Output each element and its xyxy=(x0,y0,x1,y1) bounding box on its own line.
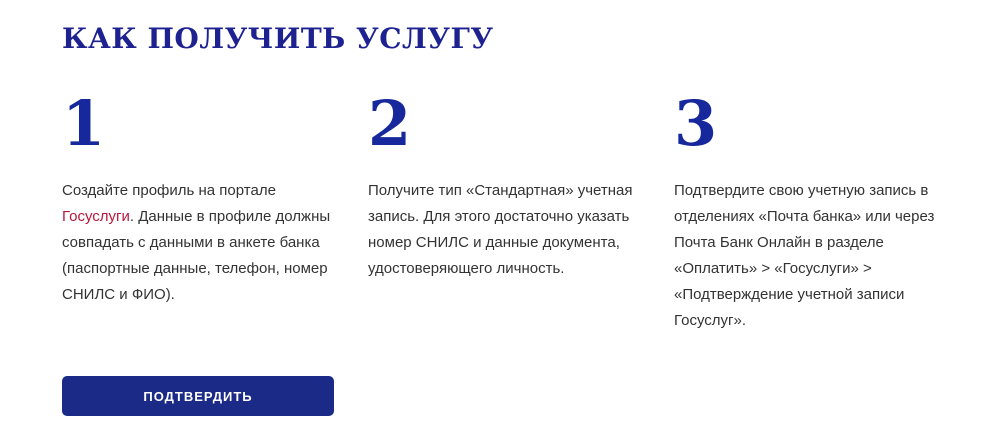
step-1 xyxy=(62,87,332,334)
step-1-text xyxy=(62,178,332,308)
step-2-text: Получите тип «Стандартная» учетная запись. Для этого достаточно указать номер СНИЛС и данные документа, удостоверяющего личность. xyxy=(368,182,633,277)
step-2 xyxy=(368,87,638,334)
section-title: КАК ПОЛУЧИТЬ УСЛУГУ xyxy=(62,22,494,55)
confirm-button[interactable]: ПОДТВЕРДИТЬ xyxy=(62,376,334,416)
steps-row xyxy=(62,87,1000,334)
step-1-number: 1 xyxy=(62,87,106,160)
step-3-text: Подтвердите свою учетную запись в отделениях «Почта банка» или через Почта Банк Онлайн в разделе «Оплатить» > «Госуслуги» > «Подтверждение учетной записи Госуслуг». xyxy=(674,182,935,329)
step-3 xyxy=(674,87,944,334)
step-1-text-after-link: . Данные в профиле должны совпадать с данными в анкете банка (паспортные данные, телефон, номер СНИЛС и ФИО). xyxy=(62,208,331,303)
step-2-number: 2 xyxy=(368,87,412,160)
step-3-number: 3 xyxy=(674,87,718,160)
gosuslugi-link[interactable]: Госуслуги xyxy=(62,208,130,225)
step-1-text-before-link: Создайте профиль на портале xyxy=(62,182,276,199)
